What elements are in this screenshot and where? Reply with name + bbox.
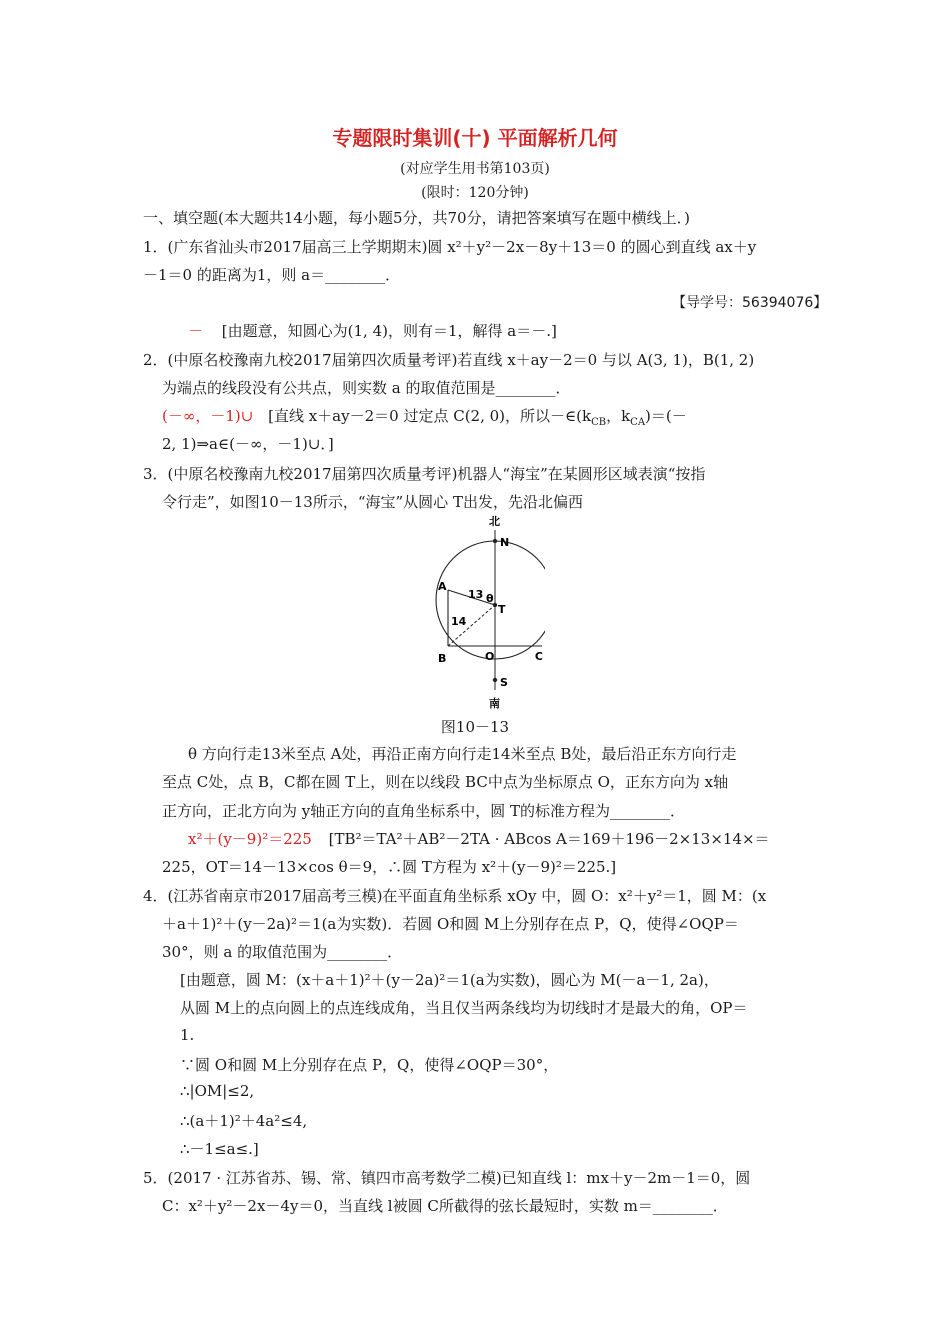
q2-answer-text-c: )＝(－ [645,407,687,425]
q1-guide-number: 【导学号：56394076】 [672,295,828,311]
q5-line-2: C：x²＋y²－2x－4y＝0，当直线 l被圆 C所截得的弦长最短时，实数 m＝________． [162,1197,728,1215]
label-s: S [500,676,508,689]
q4-line-3: 30°，则 a 的取值范围为________． [162,943,403,961]
q2-line-1: 2．(中原名校豫南九校2017届第四次质量考评)若直线 x＋ay－2＝0 与以 A(3, 1)，B(1, 2) [143,351,755,369]
q4-line-2: ＋a＋1)²＋(y－2a)²＝1(a为实数)．若圆 O和圆 M上分别存在点 P，Q，使得∠OQP＝ [162,915,739,933]
q1-line-2: －1＝0 的距离为1，则 a＝________． [143,266,401,284]
q2-answer-line-2: 2, 1)⇒a∈(－∞，－1)∪．] [162,435,334,453]
q2-answer-value: (－∞，－1)∪ [162,407,254,425]
q2-answer-text-a: [直线 x＋ay－2＝0 过定点 C(2, 0)，所以－∈(k [268,407,592,425]
q4-solution-3: 1. [180,1026,195,1044]
figure-10-13 [425,512,545,712]
q3-line-4: 至点 C处，点 B，C都在圆 T上，则在以线段 BC中点为坐标原点 O，正东方向为 x轴 [162,773,729,791]
label-14: 14 [451,615,467,628]
label-theta: θ [486,592,494,605]
label-south: 南 [489,697,500,710]
q4-solution-5: ∴|OM|≤2, [180,1082,255,1100]
label-c: C [534,650,543,663]
label-north: 北 [489,515,500,528]
label-n: N [500,536,510,549]
label-a: A [438,580,447,593]
q3-answer-value: x²＋(y－9)²＝225 [188,830,312,848]
q4-solution-2: 从圆 M上的点向圆上的点连线成角，当且仅当两条线均为切线时才是最大的角，OP＝ [180,999,748,1017]
q1-answer-value: － [188,322,204,340]
q1-answer-explanation: [由题意，知圆心为(1, 4)，则有＝1，解得 a＝－.] [221,322,557,340]
q1-line-1: 1．(广东省汕头市2017届高三上学期期末)圆 x²＋y²－2x－8y＋13＝0 的圆心到直线 ax＋y [143,238,757,256]
q2-answer-line-1 [162,405,687,428]
subtitle-time-limit: (限时：120分钟) [421,185,529,201]
q2-line-2: 为端点的线段没有公共点，则实数 a 的取值范围是________． [162,379,571,397]
q3-line-5: 正方向，正北方向为 y轴正方向的直角坐标系中，圆 T的标准方程为________． [162,802,686,820]
label-o: O [485,650,495,663]
label-t: T [498,603,506,616]
section-heading: 一、填空题(本大题共14小题，每小题5分，共70分，请把答案填写在题中横线上．) [143,209,690,227]
q3-line-2: 令行走”，如图10－13所示，“海宝”从圆心 T出发，先沿北偏西 [162,493,583,511]
q3-answer-line-1 [188,828,770,849]
q2-answer-text-b: ，k [606,407,631,425]
q2-answer-sub-cb: CB [591,417,607,428]
q2-answer-sub-ca: CA [630,417,646,428]
q1-answer [188,320,557,341]
q4-solution-1: [由题意，圆 M：(x＋a＋1)²＋(y－2a)²＝1(a为实数)，圆心为 M(－a－1, 2a)， [180,971,719,989]
q4-line-1: 4．(江苏省南京市2017届高考三模)在平面直角坐标系 xOy 中，圆 O：x²＋y²＝1，圆 M：(x [143,887,767,905]
q3-line-3: θ 方向行走13米至点 A处，再沿正南方向行走14米至点 B处，最后沿正东方向行走 [188,745,737,763]
page-title: 专题限时集训(十) 平面解析几何 [332,126,618,150]
label-13: 13 [468,588,484,601]
point-n [493,539,497,543]
q3-answer-text-1: [TB²＝TA²＋AB²－2TA · ABcos A＝169＋196－2×13×14×＝ [328,830,770,848]
q4-solution-6: ∴(a＋1)²＋4a²≤4, [180,1112,308,1130]
q3-line-1: 3．(中原名校豫南九校2017届第四次质量考评)机器人“海宝”在某圆形区域表演“按指 [143,465,706,483]
q4-solution-4: ∵圆 O和圆 M上分别存在点 P，Q，使得∠OQP＝30°， [180,1056,559,1074]
figure-caption: 图10－13 [440,718,510,736]
q4-solution-7: ∴－1≤a≤.] [180,1140,259,1158]
point-s [493,678,497,682]
q5-line-1: 5．(2017 · 江苏省苏、锡、常、镇四市高考数学二模)已知直线 l：mx＋y－2m－1＝0，圆 [143,1169,751,1187]
label-b: B [438,652,447,665]
q3-answer-line-2: 225，OT＝14－13×cos θ＝9，∴圆 T方程为 x²＋(y－9)²＝225.] [162,858,617,876]
circle-diagram [425,512,545,712]
subtitle-book-page: (对应学生用书第103页) [400,161,550,177]
